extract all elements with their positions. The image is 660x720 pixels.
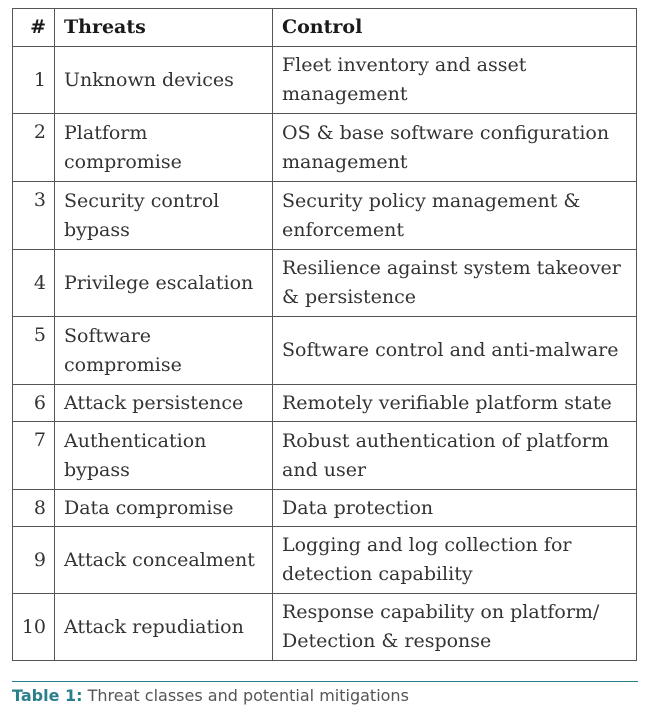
row-number: 2 xyxy=(13,114,55,182)
threat-cell: Attack repudiation xyxy=(55,594,273,661)
table-row xyxy=(13,317,637,385)
table-header-row xyxy=(13,9,637,47)
header-threats: Threats xyxy=(55,9,273,47)
row-number: 3 xyxy=(13,182,55,250)
table-caption xyxy=(12,686,409,705)
control-cell: Data protection xyxy=(273,490,637,527)
control-cell: Remotely verifiable platform state xyxy=(273,385,637,422)
control-cell: Software control and anti-malware xyxy=(273,317,637,385)
threat-cell: Unknown devices xyxy=(55,47,273,114)
table-row xyxy=(13,250,637,317)
control-cell: Robust authentication of platform and user xyxy=(273,422,637,490)
table-row xyxy=(13,594,637,661)
table-row xyxy=(13,385,637,422)
caption-text: Threat classes and potential mitigations xyxy=(82,686,409,705)
threat-cell: Authentication bypass xyxy=(55,422,273,490)
control-cell: Fleet inventory and asset management xyxy=(273,47,637,114)
threat-cell: Attack concealment xyxy=(55,527,273,594)
table-row xyxy=(13,47,637,114)
row-number: 8 xyxy=(13,490,55,527)
header-number: # xyxy=(13,9,55,47)
table-row xyxy=(13,114,637,182)
caption-label: Table 1: xyxy=(12,686,83,705)
control-cell: Response capability on platform/ Detection & response xyxy=(273,594,637,661)
table-row xyxy=(13,527,637,594)
row-number: 6 xyxy=(13,385,55,422)
threat-cell: Software compromise xyxy=(55,317,273,385)
caption-divider xyxy=(12,681,638,682)
header-control: Control xyxy=(273,9,637,47)
threat-cell: Platform compromise xyxy=(55,114,273,182)
threats-table xyxy=(12,8,637,661)
table-row xyxy=(13,422,637,490)
threat-cell: Attack persistence xyxy=(55,385,273,422)
control-cell: Resilience against system takeover & persistence xyxy=(273,250,637,317)
row-number: 5 xyxy=(13,317,55,385)
control-cell: OS & base software configuration management xyxy=(273,114,637,182)
control-cell: Logging and log collection for detection capability xyxy=(273,527,637,594)
row-number: 4 xyxy=(13,250,55,317)
control-cell: Security policy management & enforcement xyxy=(273,182,637,250)
threat-cell: Data compromise xyxy=(55,490,273,527)
table-row xyxy=(13,490,637,527)
row-number: 1 xyxy=(13,47,55,114)
row-number: 9 xyxy=(13,527,55,594)
threat-cell: Privilege escalation xyxy=(55,250,273,317)
table-row xyxy=(13,182,637,250)
row-number: 7 xyxy=(13,422,55,490)
row-number: 10 xyxy=(13,594,55,661)
threat-cell: Security control bypass xyxy=(55,182,273,250)
